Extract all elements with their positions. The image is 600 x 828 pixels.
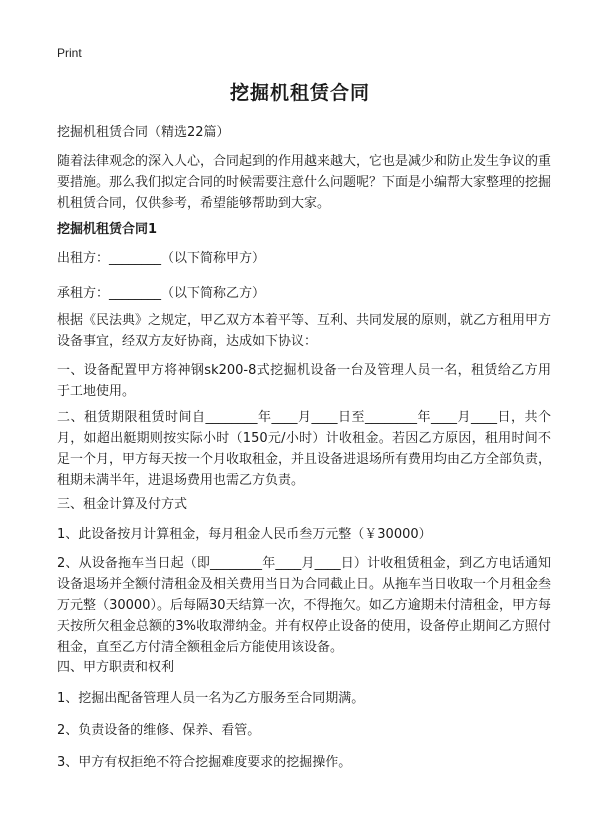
- print-link[interactable]: Print: [57, 46, 82, 60]
- clause-duties-heading: 四、甲方职责和权利: [57, 660, 175, 675]
- preamble-paragraph: 根据《民法典》之规定，甲乙双方本着平等、互利、共同发展的原则，就乙方租用甲方设备事宜，经双方友好协商，达成如下协议：: [57, 313, 552, 349]
- clause-duties-3: 3、甲方有权拒绝不符合挖掘难度要求的挖掘操作。: [57, 755, 352, 770]
- clause-rent-1: 1、此设备按月计算租金，每月租金人民币叁万元整（￥30000）: [57, 527, 432, 542]
- lessee-line: 承租方：________（以下简称乙方）: [57, 286, 266, 301]
- clause-rent-2: 2、从设备拖车当日起（即________年____月____日）计收租赁租金，到乙方电话通知设备退场并全额付清租金及相关费用当日为合同截止日。从拖车当日收取一个月租金叁万元整（30000）。后每隔30天结算一次，不得拖欠。如乙方逾期未付清租金，甲方每天按所欠租金总额的3%收取滞纳金。并有权停止设备的使用，设备停止期间乙方照付租金，直至乙方付清全额租金后方能使用该设备。: [57, 556, 552, 655]
- lessor-line: 出租方：________（以下简称甲方）: [57, 251, 266, 266]
- document-title: 挖掘机租赁合同: [229, 82, 370, 104]
- clause-duties-1: 1、挖掘出配备管理人员一名为乙方服务至合同期满。: [57, 691, 365, 706]
- document-subtitle: 挖掘机租赁合同（精选22篇）: [57, 125, 230, 140]
- clause-lease-term: 二、租赁期限租赁时间自________年____月____日至________年____月____日，共个月，如超出艇期则按实际小时（150元/小时）计收租金。若因乙方原因，租用时间不足一个月，甲方每天按一个月收取租金，并且设备进退场所有费用均由乙方全部负责，租期未满半年，进退场费用也需乙方负责。: [57, 410, 552, 488]
- clause-rent-heading: 三、租金计算及付方式: [57, 497, 188, 512]
- section-title-contract-1: 挖掘机租赁合同1: [57, 222, 158, 237]
- intro-paragraph: 随着法律观念的深入人心，合同起到的作用越来越大，它也是减少和防止发生争议的重要措施。那么我们拟定合同的时候需要注意什么问题呢？下面是小编帮大家整理的挖掘机租赁合同，仅供参考，希望能够帮助到大家。: [57, 154, 552, 211]
- clause-duties-2: 2、负责设备的维修、保养、看管。: [57, 723, 261, 738]
- clause-equipment: 一、设备配置甲方将神钢sk200-8式挖掘机设备一台及管理人员一名，租赁给乙方用于工地使用。: [57, 363, 551, 399]
